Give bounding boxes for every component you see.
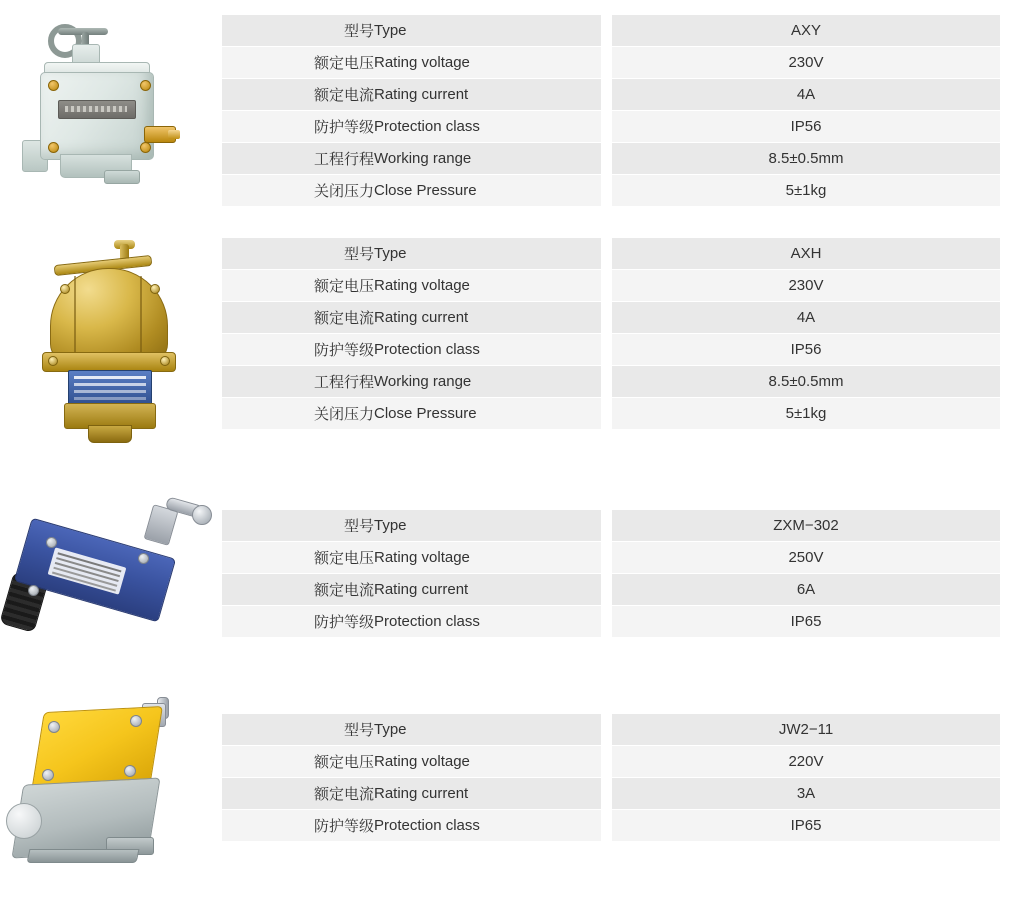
column-spacer: [601, 606, 612, 637]
table-row: [222, 398, 1000, 429]
spec-table-wrapper-jw2-11: [222, 713, 1022, 842]
column-spacer: [601, 47, 612, 78]
table-row: [222, 302, 1000, 333]
row-label-cn: 额定电压: [222, 542, 374, 573]
row-label-en: Working range: [374, 143, 601, 174]
row-label-cn: 型号: [222, 714, 374, 745]
column-spacer: [601, 746, 612, 777]
dome-screw-icon: [150, 284, 160, 294]
column-spacer: [601, 270, 612, 301]
cover-screw-icon: [42, 769, 54, 781]
row-label-cn: 工程行程: [222, 366, 374, 397]
row-value: 230V: [612, 270, 1000, 301]
brass-explosion-proof-switch-image: [28, 240, 218, 455]
flange-icon: [42, 352, 176, 372]
table-row: [222, 714, 1000, 745]
row-label-en: Protection class: [374, 111, 601, 142]
row-value: 3A: [612, 778, 1000, 809]
row-label-en: Rating current: [374, 79, 601, 110]
table-row: [222, 366, 1000, 397]
table-row: [222, 79, 1000, 110]
row-label-cn: 工程行程: [222, 143, 374, 174]
brass-bolt-icon: [48, 142, 59, 153]
row-label-en: Rating current: [374, 574, 601, 605]
row-value: 4A: [612, 302, 1000, 333]
table-row: [222, 334, 1000, 365]
flange-screw-icon: [160, 356, 170, 366]
screw-icon: [138, 553, 149, 564]
spec-table-axy: [222, 14, 1000, 207]
row-value: AXY: [612, 15, 1000, 46]
spec-table-wrapper-axh: [222, 237, 1022, 430]
product-photo-zxm-302: [0, 475, 222, 679]
grey-cast-iron-limit-switch-image: [18, 14, 208, 204]
dome-screw-icon: [60, 284, 70, 294]
product-photo-jw2-11: [0, 679, 222, 906]
product-photo-axh: [0, 228, 222, 475]
row-value: 5±1kg: [612, 175, 1000, 206]
roller-icon: [192, 505, 212, 525]
product-photo-axy: [0, 0, 222, 228]
row-label-en: Rating voltage: [374, 270, 601, 301]
column-spacer: [601, 810, 612, 841]
column-spacer: [601, 143, 612, 174]
row-value: ZXM−302: [612, 510, 1000, 541]
row-value: 220V: [612, 746, 1000, 777]
row-label-en: Rating voltage: [374, 542, 601, 573]
product-block-axy: [0, 0, 1022, 228]
row-value: 6A: [612, 574, 1000, 605]
column-spacer: [601, 510, 612, 541]
row-value: IP56: [612, 111, 1000, 142]
row-label-en: Protection class: [374, 810, 601, 841]
blue-roller-plunger-limit-switch-image: [6, 501, 218, 661]
column-spacer: [601, 366, 612, 397]
row-value: 230V: [612, 47, 1000, 78]
row-label-en: Close Pressure: [374, 175, 601, 206]
column-spacer: [601, 79, 612, 110]
brass-bolt-icon: [140, 80, 151, 91]
row-label-en: Rating current: [374, 302, 601, 333]
row-label-cn: 型号: [222, 510, 374, 541]
table-row: [222, 778, 1000, 809]
table-row: [222, 810, 1000, 841]
row-label-en: Rating current: [374, 778, 601, 809]
row-value: JW2−11: [612, 714, 1000, 745]
cable-gland-icon: [6, 803, 42, 839]
spec-table-jw2-11: [222, 713, 1000, 842]
row-value: IP56: [612, 334, 1000, 365]
cover-screw-icon: [124, 765, 136, 777]
brass-dome-icon: [50, 268, 168, 362]
table-row: [222, 47, 1000, 78]
row-value: 4A: [612, 79, 1000, 110]
product-block-jw2-11: [0, 679, 1022, 906]
table-row: [222, 111, 1000, 142]
base-plate-icon: [27, 849, 140, 863]
table-row: [222, 510, 1000, 541]
column-spacer: [601, 714, 612, 745]
column-spacer: [601, 238, 612, 269]
row-label-cn: 额定电流: [222, 778, 374, 809]
row-value: IP65: [612, 606, 1000, 637]
row-label-en: Rating voltage: [374, 47, 601, 78]
nameplate-icon: [58, 100, 136, 119]
column-spacer: [601, 542, 612, 573]
spec-table-axh: [222, 237, 1000, 430]
row-label-en: Working range: [374, 366, 601, 397]
row-label-cn: 额定电压: [222, 47, 374, 78]
table-row: [222, 746, 1000, 777]
row-label-cn: 关闭压力: [222, 175, 374, 206]
cable-gland-tip-icon: [168, 130, 180, 139]
yellow-grey-box-limit-switch-image: [2, 697, 216, 887]
row-label-cn: 型号: [222, 238, 374, 269]
row-value: 5±1kg: [612, 398, 1000, 429]
flange-screw-icon: [48, 356, 58, 366]
blue-label-icon: [68, 370, 152, 406]
row-value: AXH: [612, 238, 1000, 269]
product-block-zxm-302: [0, 475, 1022, 679]
brass-bolt-icon: [140, 142, 151, 153]
screw-icon: [28, 585, 39, 596]
row-label-en: Protection class: [374, 334, 601, 365]
column-spacer: [601, 574, 612, 605]
column-spacer: [601, 398, 612, 429]
cover-screw-icon: [130, 715, 142, 727]
screw-icon: [46, 537, 57, 548]
brass-bolt-icon: [48, 80, 59, 91]
row-label-cn: 防护等级: [222, 334, 374, 365]
table-row: [222, 143, 1000, 174]
spec-table-zxm-302: [222, 509, 1000, 638]
dome-seam-icon: [74, 276, 76, 354]
row-label-en: Type: [374, 238, 601, 269]
column-spacer: [601, 175, 612, 206]
table-row: [222, 542, 1000, 573]
row-label-cn: 防护等级: [222, 111, 374, 142]
row-value: 8.5±0.5mm: [612, 366, 1000, 397]
row-value: 8.5±0.5mm: [612, 143, 1000, 174]
row-label-cn: 额定电流: [222, 302, 374, 333]
column-spacer: [601, 111, 612, 142]
row-label-cn: 防护等级: [222, 810, 374, 841]
cover-screw-icon: [48, 721, 60, 733]
row-label-cn: 额定电压: [222, 746, 374, 777]
row-value: 250V: [612, 542, 1000, 573]
row-label-en: Type: [374, 714, 601, 745]
column-spacer: [601, 778, 612, 809]
column-spacer: [601, 334, 612, 365]
table-row: [222, 574, 1000, 605]
spec-table-wrapper-axy: [222, 14, 1022, 207]
row-label-cn: 额定电流: [222, 574, 374, 605]
table-row: [222, 175, 1000, 206]
row-value: IP65: [612, 810, 1000, 841]
row-label-cn: 关闭压力: [222, 398, 374, 429]
product-block-axh: [0, 228, 1022, 475]
bottom-connector-icon: [88, 425, 132, 443]
row-label-en: Close Pressure: [374, 398, 601, 429]
row-label-en: Rating voltage: [374, 746, 601, 777]
row-label-cn: 额定电压: [222, 270, 374, 301]
column-spacer: [601, 302, 612, 333]
table-row: [222, 238, 1000, 269]
table-row: [222, 15, 1000, 46]
table-row: [222, 606, 1000, 637]
mounting-lug-icon: [104, 170, 140, 184]
table-row: [222, 270, 1000, 301]
column-spacer: [601, 15, 612, 46]
row-label-cn: 型号: [222, 15, 374, 46]
row-label-en: Type: [374, 510, 601, 541]
dome-seam-icon: [140, 276, 142, 354]
row-label-en: Protection class: [374, 606, 601, 637]
row-label-en: Type: [374, 15, 601, 46]
row-label-cn: 额定电流: [222, 79, 374, 110]
spec-table-wrapper-zxm-302: [222, 509, 1022, 638]
row-label-cn: 防护等级: [222, 606, 374, 637]
